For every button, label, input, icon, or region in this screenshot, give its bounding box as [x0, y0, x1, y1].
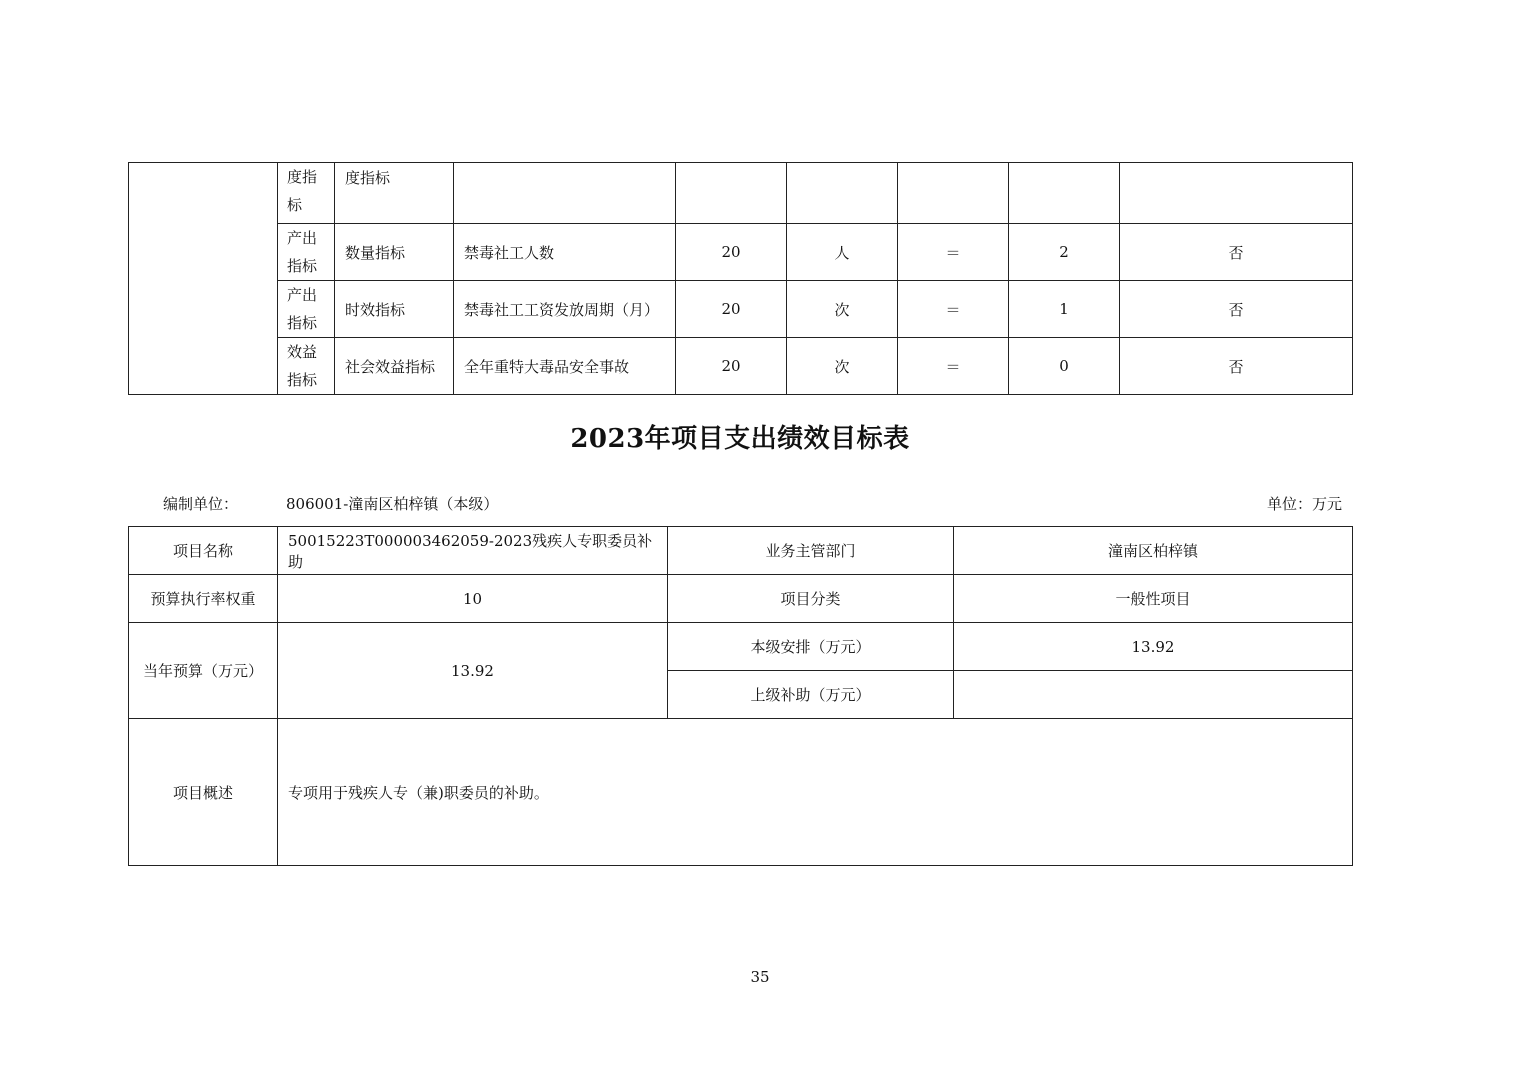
- indicator-level2: 数量指标: [335, 224, 454, 281]
- local-value: 13.92: [954, 623, 1353, 671]
- table-row: [129, 623, 1353, 671]
- indicator-name: 禁毒社工人数: [454, 224, 676, 281]
- page-title: 2023年项目支出绩效目标表: [570, 424, 910, 454]
- project-name-value: 50015223T000003462059-2023残疾人专职委员补助: [278, 527, 668, 575]
- upper-label: 上级补助（万元）: [668, 671, 954, 719]
- org-value: 806001-潼南区柏梓镇（本级）: [286, 495, 499, 513]
- indicator-weight: 20: [676, 224, 787, 281]
- overview-value: 专项用于残疾人专（兼)职委员的补助。: [278, 719, 1353, 866]
- weight-value: 10: [278, 575, 668, 623]
- table-row: [129, 527, 1353, 575]
- table-row: [129, 281, 1353, 338]
- indicator-flag: 否: [1120, 224, 1353, 281]
- budget-value: 13.92: [278, 623, 668, 719]
- overview-label: 项目概述: [129, 719, 278, 866]
- indicator-flag: 否: [1120, 281, 1353, 338]
- page-number: 35: [750, 968, 770, 986]
- indicator-flag: 否: [1120, 338, 1353, 395]
- indicator-unit: 次: [787, 281, 898, 338]
- indicator-unit: 次: [787, 338, 898, 395]
- category-value: 一般性项目: [954, 575, 1353, 623]
- budget-label: 当年预算（万元）: [129, 623, 278, 719]
- indicator-level2: 社会效益指标: [335, 338, 454, 395]
- indicator-name: 禁毒社工工资发放周期（月）: [454, 281, 676, 338]
- indicator-weight: 20: [676, 281, 787, 338]
- table-row: [129, 719, 1353, 866]
- unit-label: 单位：万元: [1266, 495, 1342, 513]
- indicator-unit: 人: [787, 224, 898, 281]
- indicator-level1: 效益 指标: [278, 338, 335, 395]
- indicator-value: 1: [1009, 281, 1120, 338]
- indicator-name: 全年重特大毒品安全事故: [454, 338, 676, 395]
- indicator-level1: 产出 指标: [278, 281, 335, 338]
- dept-label: 业务主管部门: [668, 527, 954, 575]
- dept-value: 潼南区柏梓镇: [954, 527, 1353, 575]
- indicator-operator: ＝: [898, 281, 1009, 338]
- org-label: 编制单位：: [163, 495, 239, 513]
- table-row: [129, 163, 1353, 224]
- indicator-operator: ＝: [898, 224, 1009, 281]
- indicator-weight: 20: [676, 338, 787, 395]
- indicator-table-continued: [128, 162, 1353, 395]
- meta-row: [128, 493, 1352, 515]
- project-name-label: 项目名称: [129, 527, 278, 575]
- indicator-level1: 度指 标: [278, 163, 335, 224]
- category-label: 项目分类: [668, 575, 954, 623]
- table-row: [129, 338, 1353, 395]
- indicator-level2: 时效指标: [335, 281, 454, 338]
- blank-cell: [129, 163, 278, 395]
- weight-label: 预算执行率权重: [129, 575, 278, 623]
- indicator-operator: ＝: [898, 338, 1009, 395]
- local-label: 本级安排（万元）: [668, 623, 954, 671]
- indicator-level1: 产出 指标: [278, 224, 335, 281]
- project-info-table: [128, 526, 1353, 866]
- indicator-level2: 度指标: [335, 163, 454, 224]
- table-row: [129, 224, 1353, 281]
- indicator-value: 0: [1009, 338, 1120, 395]
- upper-value: [954, 671, 1353, 719]
- indicator-value: 2: [1009, 224, 1120, 281]
- table-row: [129, 575, 1353, 623]
